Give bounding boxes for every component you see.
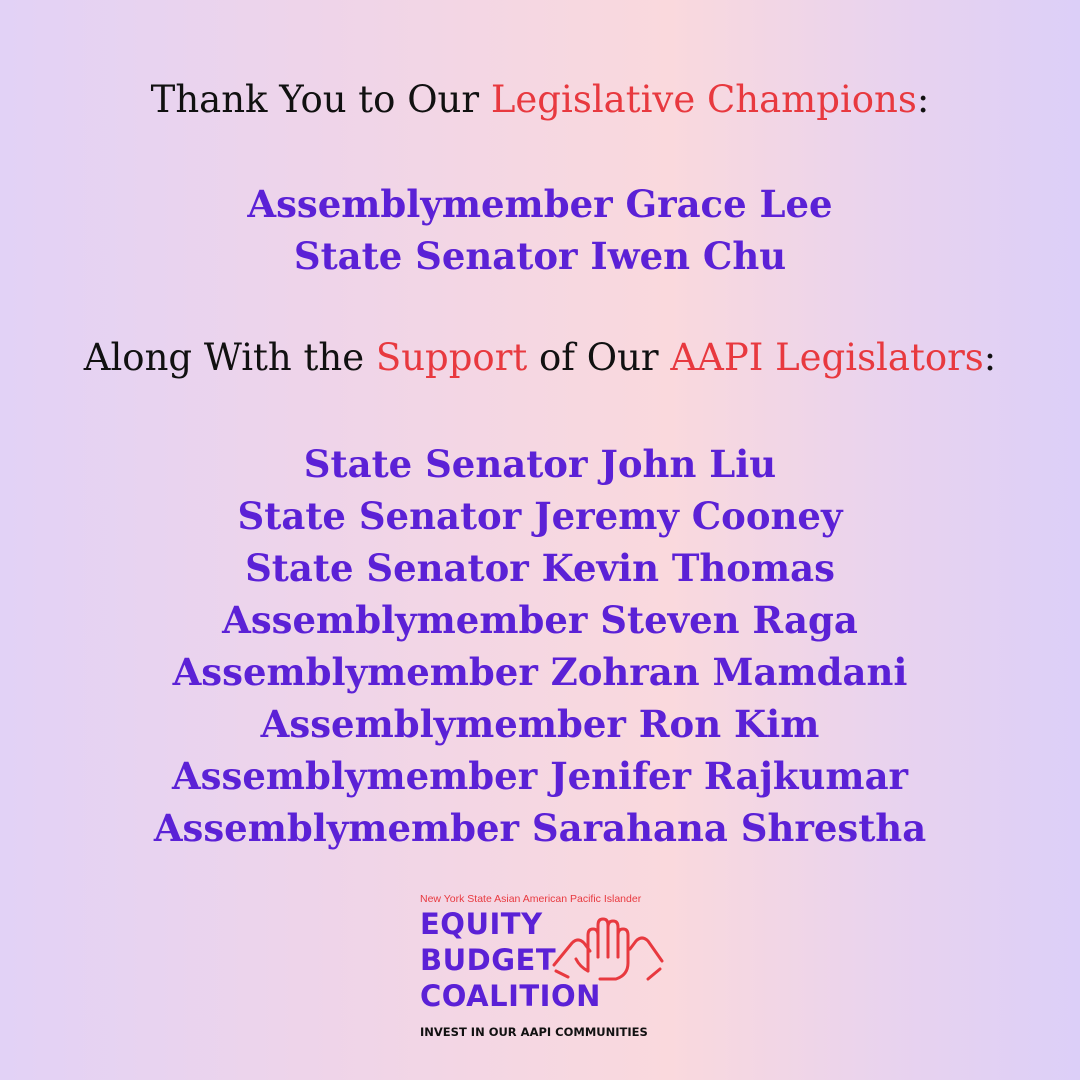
logo-word-coalition: COALITION bbox=[420, 979, 601, 1013]
champion-name: Assemblymember Grace Lee bbox=[247, 182, 833, 226]
logo-top-line: New York State Asian American Pacific Islander bbox=[420, 893, 642, 905]
supporter-name: State Senator John Liu bbox=[303, 442, 777, 486]
support-heading-suffix: : bbox=[983, 336, 997, 379]
supporter-name: Assemblymember Jenifer Rajkumar bbox=[171, 754, 909, 798]
support-heading bbox=[0, 336, 1080, 379]
champions-heading bbox=[0, 78, 1080, 121]
supporters-list bbox=[0, 438, 1080, 854]
champions-heading-prefix: Thank You to Our bbox=[150, 78, 491, 121]
raised-hands-icon bbox=[550, 913, 665, 983]
support-heading-highlight-support: Support bbox=[375, 336, 528, 379]
supporter-name: Assemblymember Zohran Mamdani bbox=[172, 650, 908, 694]
coalition-logo bbox=[420, 893, 680, 1043]
logo-word-equity: EQUITY bbox=[420, 907, 543, 941]
champions-heading-suffix: : bbox=[916, 78, 930, 121]
logo-tagline: INVEST IN OUR AAPI COMMUNITIES bbox=[420, 1025, 648, 1039]
supporter-name: Assemblymember Sarahana Shrestha bbox=[153, 806, 927, 850]
logo-word-budget: BUDGET bbox=[420, 943, 557, 977]
support-heading-middle: of Our bbox=[527, 336, 671, 379]
champions-list bbox=[0, 178, 1080, 282]
supporter-name: State Senator Kevin Thomas bbox=[245, 546, 835, 590]
support-heading-highlight-legislators: AAPI Legislators bbox=[670, 336, 984, 379]
supporter-name: Assemblymember Steven Raga bbox=[222, 598, 858, 642]
champion-name: State Senator Iwen Chu bbox=[293, 234, 787, 278]
champions-heading-highlight: Legislative Champions bbox=[490, 78, 917, 121]
support-heading-prefix: Along With the bbox=[83, 336, 376, 379]
supporter-name: Assemblymember Ron Kim bbox=[260, 702, 820, 746]
supporter-name: State Senator Jeremy Cooney bbox=[237, 494, 843, 538]
